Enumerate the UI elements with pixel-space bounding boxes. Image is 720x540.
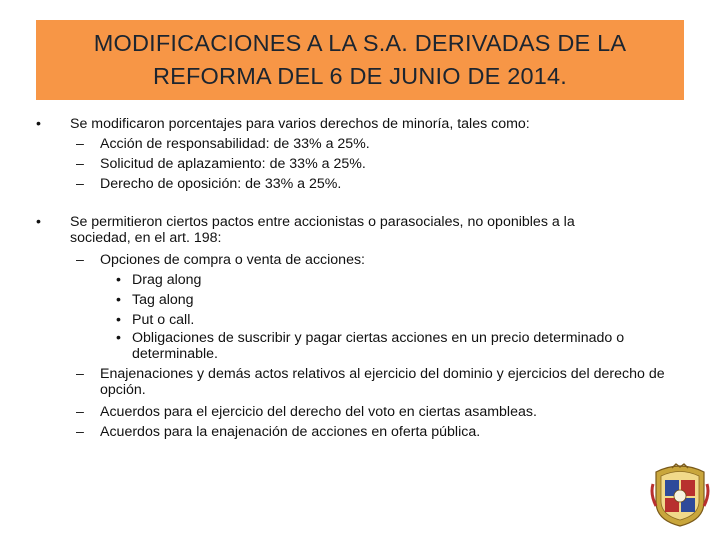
sub-item bbox=[36, 366, 676, 398]
sub-item bbox=[36, 422, 676, 442]
sub-item-text: Derecho de oposición: de 33% a 25%. bbox=[100, 176, 342, 192]
bullet-marker: • bbox=[116, 292, 121, 308]
sub-sub-item bbox=[36, 290, 676, 310]
sub-sub-item-text: Tag along bbox=[132, 292, 194, 308]
bullet-item-2 bbox=[36, 214, 676, 246]
slide-title-line-1: MODIFICACIONES A LA S.A. DERIVADAS DE LA bbox=[93, 30, 627, 56]
sub-item bbox=[36, 174, 676, 194]
bullet-marker: • bbox=[36, 214, 41, 230]
bullet-text: Se modificaron porcentajes para varios derechos de minoría, tales como: bbox=[70, 116, 530, 132]
sub-sub-item bbox=[36, 270, 676, 290]
dash-marker: – bbox=[76, 424, 84, 440]
bullet-marker: • bbox=[116, 330, 121, 346]
slide-body bbox=[36, 114, 676, 442]
bullet-marker: • bbox=[116, 312, 121, 328]
sub-item-text: Acción de responsabilidad: de 33% a 25%. bbox=[100, 136, 370, 152]
sub-sub-item-text: Put o call. bbox=[132, 312, 195, 328]
sub-sub-item-text: Drag along bbox=[132, 272, 202, 288]
bullet-marker: • bbox=[116, 272, 121, 288]
slide-title-banner bbox=[36, 20, 684, 100]
bullet-text-line-2: sociedad, en el art. 198: bbox=[70, 230, 222, 246]
bullet-marker: • bbox=[36, 116, 41, 132]
sub-item-text: Opciones de compra o venta de acciones: bbox=[100, 252, 365, 268]
sub-item-text: Acuerdos para el ejercicio del derecho del voto en ciertas asambleas. bbox=[100, 404, 537, 420]
sub-item bbox=[36, 154, 676, 174]
sub-sub-item bbox=[36, 310, 676, 330]
sub-item-text: Acuerdos para la enajenación de acciones en oferta pública. bbox=[100, 424, 481, 440]
bullet-text-line-1: Se permitieron ciertos pactos entre accionistas o parasociales, no oponibles a la bbox=[70, 214, 575, 230]
dash-marker: – bbox=[76, 366, 84, 382]
dash-marker: – bbox=[76, 156, 84, 172]
sub-item-text: Enajenaciones y demás actos relativos al ejercicio del dominio y ejercicios del derecho de opción. bbox=[100, 366, 665, 398]
sub-item-text: Solicitud de aplazamiento: de 33% a 25%. bbox=[100, 156, 366, 172]
dash-marker: – bbox=[76, 176, 84, 192]
sub-item bbox=[36, 134, 676, 154]
bullet-item-1 bbox=[36, 114, 676, 134]
slide-title-line-2: REFORMA DEL 6 DE JUNIO DE 2014. bbox=[152, 63, 568, 89]
dash-marker: – bbox=[76, 136, 84, 152]
sub-sub-item bbox=[36, 330, 676, 362]
sub-item bbox=[36, 402, 676, 422]
dash-marker: – bbox=[76, 252, 84, 268]
university-seal-icon bbox=[650, 462, 710, 528]
sub-sub-item-text: Obligaciones de suscribir y pagar ciertas acciones en un precio determinado o determinable. bbox=[132, 330, 625, 362]
dash-marker: – bbox=[76, 404, 84, 420]
sub-item bbox=[36, 250, 676, 270]
